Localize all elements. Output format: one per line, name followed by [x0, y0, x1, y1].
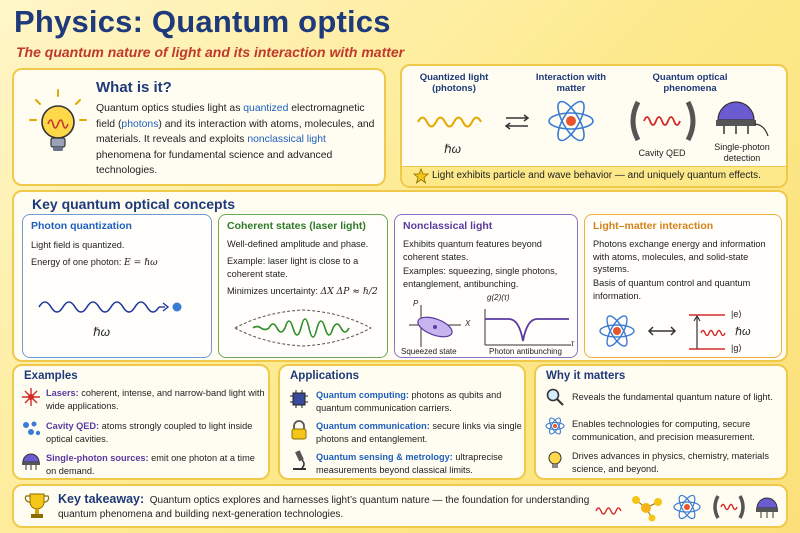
photon-line1: Light field is quantized. — [31, 240, 125, 250]
takeaway-card — [12, 484, 788, 528]
example-item-lasers: Lasers: coherent, intense, and narrow-band light with wide applications. — [46, 388, 265, 411]
applications-heading: Applications — [290, 370, 360, 382]
applications-card — [278, 364, 526, 480]
bulb-small-icon — [546, 450, 564, 470]
excited-state-label: |e⟩ — [731, 309, 742, 319]
why-item-2: Enables technologies for computing, secure communication, and precision measurement. — [572, 419, 755, 442]
examples-card — [12, 364, 270, 480]
laser-icon — [22, 388, 40, 406]
detector-label: Single-photon detection — [714, 142, 770, 163]
lightmatter-hbar: ℏω — [735, 326, 751, 338]
squeezed-axis-p: P — [413, 299, 419, 308]
what-heading: What is it? — [96, 79, 172, 96]
tau-label: τ — [571, 339, 574, 348]
magnifier-icon — [546, 388, 564, 406]
concepts-card — [12, 190, 788, 362]
antibunching-plot — [481, 305, 573, 349]
why-item-3: Drives advances in physics, chemistry, materials science, and beyond. — [572, 451, 769, 474]
chip-icon — [290, 390, 308, 408]
lightmatter-title: Light–matter interaction — [593, 220, 714, 232]
nonclassical-line2: Examples: squeezing, single photons, entanglement, antibunching. — [403, 266, 558, 289]
coherent-states-panel — [218, 214, 388, 358]
lightmatter-line2: Basis of quantum control and quantum information. — [593, 278, 751, 301]
antibunching-caption: Photon antibunching — [489, 347, 562, 356]
lightmatter-line1: Photons exchange energy and information with atoms, molecules, and solid-state systems. — [593, 239, 766, 274]
ground-state-label: |g⟩ — [731, 343, 742, 353]
coherent-line3: Minimizes uncertainty: ΔX ΔP ≈ ℏ/2 — [227, 286, 378, 297]
exchange-arrows-icon — [504, 114, 530, 130]
photon-line2: Energy of one photon: E = ℏω — [31, 257, 158, 268]
overview-col1-label: Quantized light (photons) — [419, 72, 489, 94]
coherent-line1: Well-defined amplitude and phase. — [227, 239, 369, 249]
photon-title: Photon quantization — [31, 220, 132, 232]
photon-wave-icon — [418, 112, 488, 132]
trophy-icon — [24, 492, 50, 520]
concepts-heading: Key quantum optical concepts — [32, 196, 236, 212]
photon-wavepacket-icon — [39, 297, 179, 317]
overview-col2-label: Interaction with matter — [535, 72, 607, 94]
takeaway-text: Key takeaway: Quantum optics explores and harnesses light’s quantum nature — the foundation for understanding quantum phenomena and building next-generation technologies. — [58, 492, 590, 520]
page-title: Physics: Quantum optics — [14, 4, 391, 39]
lightbulb-icon — [28, 88, 88, 158]
single-photon-source-icon — [21, 450, 41, 470]
example-item-cavity: Cavity QED: atoms strongly coupled to light inside optical cavities. — [46, 421, 253, 444]
lightmatter-atom-icon — [597, 311, 637, 351]
why-item-1: Reveals the fundamental quantum nature of light. — [572, 392, 773, 402]
example-item-single-photon: Single-photon sources: emit one photon at a time on demand. — [46, 453, 255, 476]
application-item-sensing: Quantum sensing & metrology: ultraprecise measurements beyond classical limits. — [316, 452, 503, 475]
application-item-communication: Quantum communication: secure links via single photons and entanglement. — [316, 421, 522, 444]
double-arrow-icon — [647, 325, 677, 337]
coherent-line2: Example: laser light is close to a coherent state. — [227, 256, 359, 279]
overview-col3-label: Quantum optical phenomena — [652, 72, 728, 94]
g2-label: g(2)(τ) — [487, 293, 510, 302]
atom-icon — [546, 96, 596, 146]
takeaway-wave-icon — [596, 504, 622, 518]
examples-heading: Examples — [24, 370, 78, 382]
nonclassical-title: Nonclassical light — [403, 220, 493, 232]
nonclassical-line1: Exhibits quantum features beyond coherent states. — [403, 239, 542, 262]
cavity-label: Cavity QED — [638, 148, 686, 158]
microscope-icon — [290, 450, 308, 470]
coherent-title: Coherent states (laser light) — [227, 220, 366, 232]
what-paragraph: Quantum optics studies light as quantized electromagnetic field (photons) and its interaction with atoms, molecules, and materials. It reveals and exploits nonclassical light phenomena for fundamental science and advanced technologies. — [96, 103, 375, 176]
lock-icon — [290, 420, 308, 440]
overview-card — [400, 64, 788, 188]
why-card — [534, 364, 788, 480]
cavity-icon — [628, 98, 698, 144]
what-is-it-card — [12, 68, 386, 186]
takeaway-molecule-icon — [630, 492, 664, 522]
squeezed-axis-x: X — [465, 319, 471, 328]
photon-hbar: ℏω — [93, 325, 110, 339]
coherent-wavepacket-icon — [233, 303, 373, 353]
overview-note: Light exhibits particle and wave behavior — and uniquely quantum effects. — [432, 170, 761, 181]
takeaway-detector-icon — [754, 494, 782, 520]
squeezed-state-icon — [405, 301, 465, 349]
atom-small-icon — [545, 416, 565, 436]
squeezed-caption: Squeezed state — [401, 347, 457, 356]
light-matter-panel — [584, 214, 782, 358]
takeaway-atom-icon — [672, 492, 702, 522]
photon-quantization-panel — [22, 214, 212, 358]
why-heading: Why it matters — [546, 370, 626, 382]
page-subtitle: The quantum nature of light and its interaction with matter — [16, 44, 405, 60]
nonclassical-light-panel — [394, 214, 578, 358]
star-icon — [414, 169, 428, 183]
application-item-computing: Quantum computing: photons as qubits and quantum communication carriers. — [316, 390, 502, 413]
overview-hbar: ℏω — [444, 142, 461, 156]
detector-icon — [712, 94, 772, 140]
takeaway-cavity-icon — [712, 494, 746, 520]
atoms-cluster-icon — [22, 420, 40, 438]
